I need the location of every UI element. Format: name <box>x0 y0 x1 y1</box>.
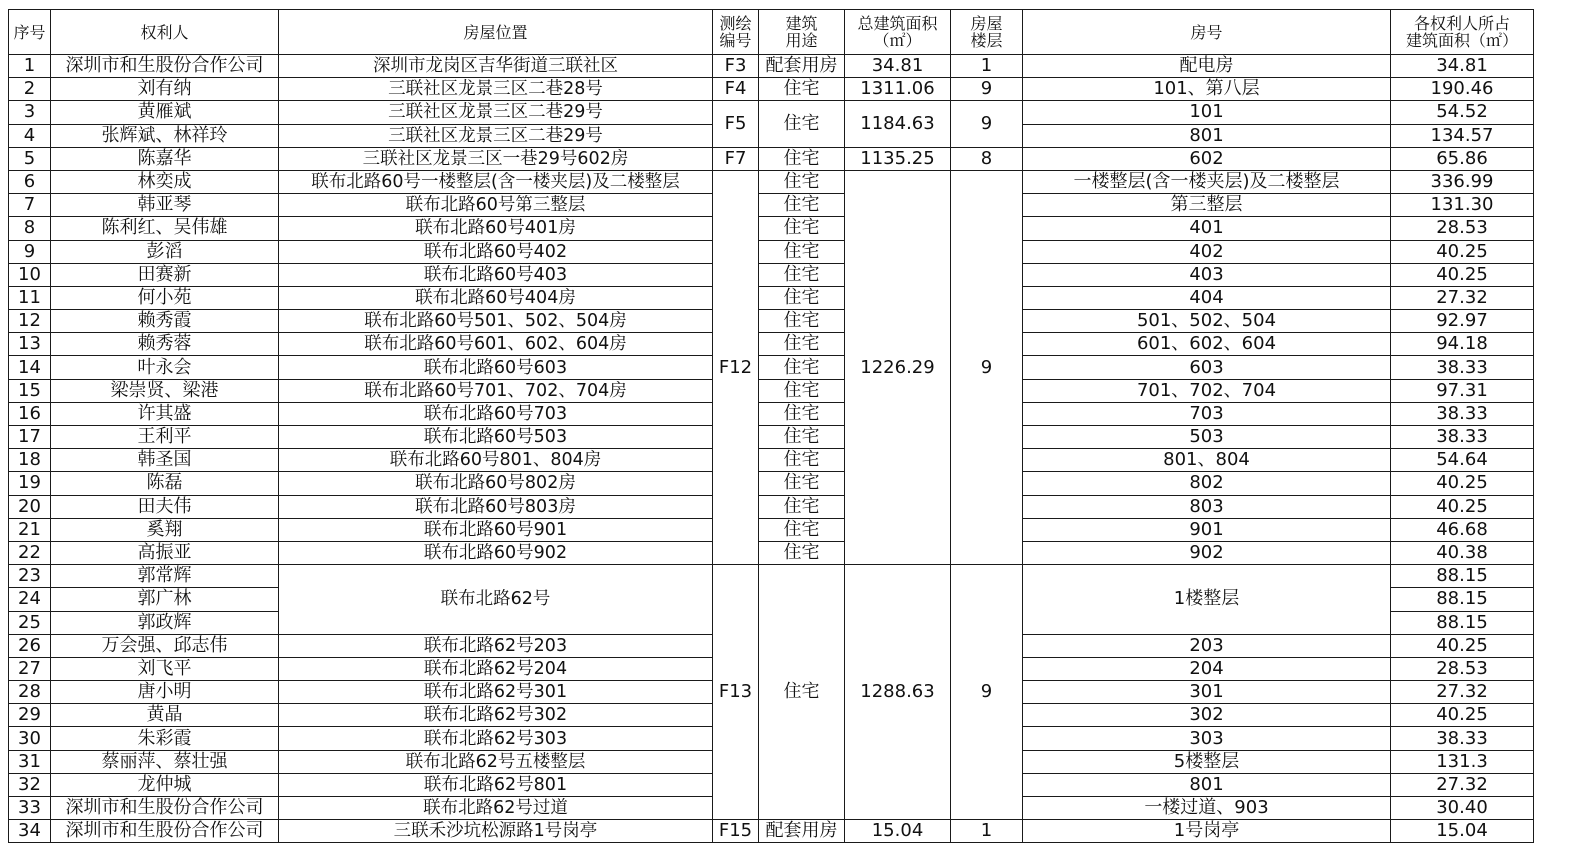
header-survey-no-line1: 测绘 <box>719 14 752 33</box>
cell-share-area: 54.64 <box>1391 449 1534 472</box>
cell-room-no: 601、602、604 <box>1023 333 1391 356</box>
header-survey-no <box>713 10 759 55</box>
cell-index: 2 <box>9 78 51 101</box>
cell-index: 9 <box>9 240 51 263</box>
cell-room-no: 901 <box>1023 518 1391 541</box>
cell-usage: 住宅 <box>759 217 845 240</box>
cell-owner: 彭滔 <box>51 240 279 263</box>
cell-owner: 郭广林 <box>51 588 279 611</box>
cell-room-no: 801 <box>1023 124 1391 147</box>
table-row <box>9 170 1534 193</box>
cell-index: 1 <box>9 55 51 78</box>
header-usage-line1: 建筑 <box>785 14 818 33</box>
table-row <box>9 518 1534 541</box>
table-row <box>9 217 1534 240</box>
cell-usage: 住宅 <box>759 379 845 402</box>
cell-share-area: 54.52 <box>1391 101 1534 124</box>
cell-index: 21 <box>9 518 51 541</box>
header-usage <box>759 10 845 55</box>
cell-owner: 王利平 <box>51 426 279 449</box>
cell-owner: 郭常辉 <box>51 565 279 588</box>
cell-floors: 1 <box>951 55 1023 78</box>
cell-room-no: 203 <box>1023 634 1391 657</box>
cell-total-area: 15.04 <box>845 820 951 843</box>
cell-usage: 住宅 <box>759 565 845 820</box>
table-row <box>9 426 1534 449</box>
cell-location: 三联社区龙景三区二巷28号 <box>279 78 713 101</box>
cell-share-area: 97.31 <box>1391 379 1534 402</box>
cell-owner: 深圳市和生股份合作公司 <box>51 55 279 78</box>
header-total-area-line1: 总建筑面积 <box>857 14 938 33</box>
cell-index: 8 <box>9 217 51 240</box>
table-row <box>9 472 1534 495</box>
cell-usage: 住宅 <box>759 426 845 449</box>
table-row <box>9 310 1534 333</box>
cell-floors: 8 <box>951 147 1023 170</box>
table-row <box>9 263 1534 286</box>
cell-location: 联布北路60号401房 <box>279 217 713 240</box>
cell-owner: 唐小明 <box>51 681 279 704</box>
cell-room-no: 204 <box>1023 657 1391 680</box>
cell-location: 三联社区龙景三区二巷29号 <box>279 124 713 147</box>
cell-room-no: 503 <box>1023 426 1391 449</box>
cell-index: 20 <box>9 495 51 518</box>
cell-room-no: 101、第八层 <box>1023 78 1391 101</box>
cell-survey-no: F5 <box>713 101 759 147</box>
cell-index: 15 <box>9 379 51 402</box>
cell-index: 11 <box>9 286 51 309</box>
header-row <box>9 10 1534 55</box>
header-location: 房屋位置 <box>279 10 713 55</box>
cell-share-area: 46.68 <box>1391 518 1534 541</box>
cell-index: 22 <box>9 541 51 564</box>
cell-location: 联布北路62号801 <box>279 773 713 796</box>
cell-index: 12 <box>9 310 51 333</box>
cell-room-no: 401 <box>1023 217 1391 240</box>
cell-usage: 住宅 <box>759 240 845 263</box>
cell-index: 13 <box>9 333 51 356</box>
cell-room-no: 902 <box>1023 541 1391 564</box>
cell-location: 三联禾沙坑松源路1号岗亭 <box>279 820 713 843</box>
cell-total-area: 1184.63 <box>845 101 951 147</box>
cell-index: 17 <box>9 426 51 449</box>
table-row <box>9 286 1534 309</box>
table-row <box>9 194 1534 217</box>
cell-index: 4 <box>9 124 51 147</box>
cell-usage: 住宅 <box>759 541 845 564</box>
table-row <box>9 333 1534 356</box>
header-floors <box>951 10 1023 55</box>
cell-location: 联布北路60号701、702、704房 <box>279 379 713 402</box>
cell-share-area: 30.40 <box>1391 797 1534 820</box>
cell-owner: 深圳市和生股份合作公司 <box>51 797 279 820</box>
cell-room-no: 404 <box>1023 286 1391 309</box>
header-room-no: 房号 <box>1023 10 1391 55</box>
cell-index: 31 <box>9 750 51 773</box>
cell-usage: 住宅 <box>759 495 845 518</box>
cell-survey-no: F13 <box>713 565 759 820</box>
cell-index: 5 <box>9 147 51 170</box>
cell-owner: 赖秀蓉 <box>51 333 279 356</box>
cell-floors: 1 <box>951 820 1023 843</box>
table-row <box>9 101 1534 124</box>
cell-location: 联布北路62号五楼整层 <box>279 750 713 773</box>
header-floors-line1: 房屋 <box>970 14 1003 33</box>
cell-index: 7 <box>9 194 51 217</box>
cell-location: 深圳市龙岗区吉华街道三联社区 <box>279 55 713 78</box>
cell-share-area: 88.15 <box>1391 588 1534 611</box>
cell-share-area: 40.25 <box>1391 634 1534 657</box>
cell-usage: 住宅 <box>759 472 845 495</box>
cell-share-area: 15.04 <box>1391 820 1534 843</box>
cell-usage: 住宅 <box>759 286 845 309</box>
table-row <box>9 147 1534 170</box>
cell-usage: 住宅 <box>759 78 845 101</box>
cell-owner: 叶永会 <box>51 356 279 379</box>
cell-survey-no: F7 <box>713 147 759 170</box>
cell-room-no: 1楼整层 <box>1023 565 1391 635</box>
cell-owner: 何小苑 <box>51 286 279 309</box>
cell-location: 联布北路60号503 <box>279 426 713 449</box>
cell-location: 联布北路62号203 <box>279 634 713 657</box>
cell-total-area: 1226.29 <box>845 170 951 564</box>
cell-room-no: 801 <box>1023 773 1391 796</box>
cell-location: 联布北路60号402 <box>279 240 713 263</box>
cell-owner: 许其盛 <box>51 402 279 425</box>
cell-owner: 陈磊 <box>51 472 279 495</box>
cell-floors: 9 <box>951 101 1023 147</box>
cell-share-area: 27.32 <box>1391 773 1534 796</box>
header-floors-line2: 楼层 <box>970 31 1003 50</box>
cell-room-no: 501、502、504 <box>1023 310 1391 333</box>
cell-owner: 梁崇贤、梁港 <box>51 379 279 402</box>
cell-location: 联布北路60号403 <box>279 263 713 286</box>
cell-location: 联布北路60号404房 <box>279 286 713 309</box>
cell-index: 28 <box>9 681 51 704</box>
cell-location: 联布北路62号204 <box>279 657 713 680</box>
cell-index: 3 <box>9 101 51 124</box>
cell-share-area: 336.99 <box>1391 170 1534 193</box>
table-row <box>9 240 1534 263</box>
cell-share-area: 40.25 <box>1391 472 1534 495</box>
cell-owner: 深圳市和生股份合作公司 <box>51 820 279 843</box>
cell-room-no: 第三整层 <box>1023 194 1391 217</box>
cell-survey-no: F3 <box>713 55 759 78</box>
cell-floors: 9 <box>951 78 1023 101</box>
cell-location: 联布北路60号601、602、604房 <box>279 333 713 356</box>
cell-room-no: 303 <box>1023 727 1391 750</box>
cell-usage: 住宅 <box>759 101 845 147</box>
header-survey-no-line2: 编号 <box>719 31 752 50</box>
cell-usage: 住宅 <box>759 333 845 356</box>
cell-location: 联布北路62号301 <box>279 681 713 704</box>
cell-index: 6 <box>9 170 51 193</box>
header-share-area-line1: 各权利人所占 <box>1413 14 1510 33</box>
cell-location: 联布北路60号801、804房 <box>279 449 713 472</box>
cell-usage: 住宅 <box>759 194 845 217</box>
cell-share-area: 40.25 <box>1391 704 1534 727</box>
cell-room-no: 一楼整层(含一楼夹层)及二楼整层 <box>1023 170 1391 193</box>
cell-share-area: 28.53 <box>1391 657 1534 680</box>
cell-owner: 刘飞平 <box>51 657 279 680</box>
cell-owner: 朱彩霞 <box>51 727 279 750</box>
cell-owner: 蔡丽萍、蔡壮强 <box>51 750 279 773</box>
cell-index: 33 <box>9 797 51 820</box>
cell-usage: 配套用房 <box>759 820 845 843</box>
table-header <box>9 10 1534 55</box>
cell-owner: 奚翔 <box>51 518 279 541</box>
cell-share-area: 27.32 <box>1391 286 1534 309</box>
cell-owner: 高振亚 <box>51 541 279 564</box>
cell-owner: 万会强、邱志伟 <box>51 634 279 657</box>
cell-room-no: 5楼整层 <box>1023 750 1391 773</box>
cell-index: 26 <box>9 634 51 657</box>
cell-index: 24 <box>9 588 51 611</box>
cell-usage: 住宅 <box>759 518 845 541</box>
cell-room-no: 803 <box>1023 495 1391 518</box>
cell-usage: 住宅 <box>759 147 845 170</box>
cell-index: 18 <box>9 449 51 472</box>
header-total-area-line2: （㎡） <box>873 31 922 50</box>
cell-room-no: 402 <box>1023 240 1391 263</box>
cell-share-area: 131.3 <box>1391 750 1534 773</box>
cell-index: 29 <box>9 704 51 727</box>
cell-owner: 韩圣国 <box>51 449 279 472</box>
cell-location: 联布北路60号第三整层 <box>279 194 713 217</box>
cell-index: 25 <box>9 611 51 634</box>
cell-location: 联布北路60号603 <box>279 356 713 379</box>
cell-usage: 住宅 <box>759 356 845 379</box>
cell-share-area: 40.25 <box>1391 240 1534 263</box>
property-rights-table <box>8 9 1534 843</box>
cell-location: 联布北路62号303 <box>279 727 713 750</box>
cell-total-area: 1135.25 <box>845 147 951 170</box>
cell-owner: 郭政辉 <box>51 611 279 634</box>
cell-share-area: 40.25 <box>1391 263 1534 286</box>
cell-room-no: 701、702、704 <box>1023 379 1391 402</box>
header-owner: 权利人 <box>51 10 279 55</box>
cell-share-area: 28.53 <box>1391 217 1534 240</box>
cell-room-no: 301 <box>1023 681 1391 704</box>
cell-room-no: 配电房 <box>1023 55 1391 78</box>
cell-share-area: 134.57 <box>1391 124 1534 147</box>
cell-share-area: 40.25 <box>1391 495 1534 518</box>
table-row <box>9 55 1534 78</box>
cell-owner: 黄雁斌 <box>51 101 279 124</box>
cell-share-area: 38.33 <box>1391 402 1534 425</box>
cell-location: 联布北路62号302 <box>279 704 713 727</box>
cell-total-area: 1311.06 <box>845 78 951 101</box>
cell-room-no: 703 <box>1023 402 1391 425</box>
cell-owner: 龙仲城 <box>51 773 279 796</box>
cell-share-area: 38.33 <box>1391 727 1534 750</box>
cell-location: 联布北路60号901 <box>279 518 713 541</box>
cell-total-area: 34.81 <box>845 55 951 78</box>
header-index: 序号 <box>9 10 51 55</box>
cell-owner: 田赛新 <box>51 263 279 286</box>
table-row <box>9 541 1534 564</box>
cell-location: 联布北路60号501、502、504房 <box>279 310 713 333</box>
cell-share-area: 190.46 <box>1391 78 1534 101</box>
cell-survey-no: F12 <box>713 170 759 564</box>
cell-owner: 田夫伟 <box>51 495 279 518</box>
header-share-area-line2: 建筑面积（㎡） <box>1405 31 1518 50</box>
cell-owner: 陈利红、吴伟雄 <box>51 217 279 240</box>
header-total-area <box>845 10 951 55</box>
cell-location: 联布北路60号一楼整层(含一楼夹层)及二楼整层 <box>279 170 713 193</box>
cell-room-no: 802 <box>1023 472 1391 495</box>
cell-usage: 住宅 <box>759 170 845 193</box>
cell-share-area: 38.33 <box>1391 356 1534 379</box>
cell-share-area: 88.15 <box>1391 611 1534 634</box>
cell-location: 三联社区龙景三区一巷29号602房 <box>279 147 713 170</box>
cell-usage: 住宅 <box>759 310 845 333</box>
cell-index: 10 <box>9 263 51 286</box>
cell-room-no: 101 <box>1023 101 1391 124</box>
cell-share-area: 34.81 <box>1391 55 1534 78</box>
cell-room-no: 801、804 <box>1023 449 1391 472</box>
cell-index: 19 <box>9 472 51 495</box>
header-share-area <box>1391 10 1534 55</box>
cell-share-area: 131.30 <box>1391 194 1534 217</box>
table-row <box>9 449 1534 472</box>
cell-location: 联布北路60号803房 <box>279 495 713 518</box>
header-usage-line2: 用途 <box>785 31 818 50</box>
table-row <box>9 495 1534 518</box>
cell-room-no: 603 <box>1023 356 1391 379</box>
cell-room-no: 1号岗亭 <box>1023 820 1391 843</box>
cell-usage: 住宅 <box>759 449 845 472</box>
table-row <box>9 820 1534 843</box>
cell-owner: 黄晶 <box>51 704 279 727</box>
cell-location: 联布北路60号802房 <box>279 472 713 495</box>
table-row <box>9 565 1534 588</box>
cell-room-no: 602 <box>1023 147 1391 170</box>
cell-room-no: 一楼过道、903 <box>1023 797 1391 820</box>
cell-owner: 张辉斌、林祥玲 <box>51 124 279 147</box>
cell-owner: 刘有纳 <box>51 78 279 101</box>
cell-survey-no: F4 <box>713 78 759 101</box>
cell-location: 联布北路62号过道 <box>279 797 713 820</box>
cell-room-no: 403 <box>1023 263 1391 286</box>
cell-usage: 住宅 <box>759 263 845 286</box>
cell-owner: 韩亚琴 <box>51 194 279 217</box>
table-row <box>9 356 1534 379</box>
cell-floors: 9 <box>951 565 1023 820</box>
cell-location: 联布北路62号 <box>279 565 713 635</box>
cell-share-area: 27.32 <box>1391 681 1534 704</box>
cell-owner: 林奕成 <box>51 170 279 193</box>
cell-share-area: 38.33 <box>1391 426 1534 449</box>
cell-owner: 赖秀霞 <box>51 310 279 333</box>
cell-usage: 配套用房 <box>759 55 845 78</box>
cell-location: 三联社区龙景三区二巷29号 <box>279 101 713 124</box>
cell-share-area: 88.15 <box>1391 565 1534 588</box>
cell-index: 16 <box>9 402 51 425</box>
cell-location: 联布北路60号902 <box>279 541 713 564</box>
cell-total-area: 1288.63 <box>845 565 951 820</box>
cell-survey-no: F15 <box>713 820 759 843</box>
cell-share-area: 92.97 <box>1391 310 1534 333</box>
cell-share-area: 65.86 <box>1391 147 1534 170</box>
cell-room-no: 302 <box>1023 704 1391 727</box>
table-row <box>9 402 1534 425</box>
table-row <box>9 379 1534 402</box>
cell-index: 23 <box>9 565 51 588</box>
cell-share-area: 40.38 <box>1391 541 1534 564</box>
cell-floors: 9 <box>951 170 1023 564</box>
cell-index: 30 <box>9 727 51 750</box>
cell-index: 34 <box>9 820 51 843</box>
cell-location: 联布北路60号703 <box>279 402 713 425</box>
cell-index: 27 <box>9 657 51 680</box>
cell-index: 32 <box>9 773 51 796</box>
cell-owner: 陈嘉华 <box>51 147 279 170</box>
cell-index: 14 <box>9 356 51 379</box>
table-row <box>9 78 1534 101</box>
table-body <box>9 55 1534 843</box>
cell-usage: 住宅 <box>759 402 845 425</box>
cell-share-area: 94.18 <box>1391 333 1534 356</box>
